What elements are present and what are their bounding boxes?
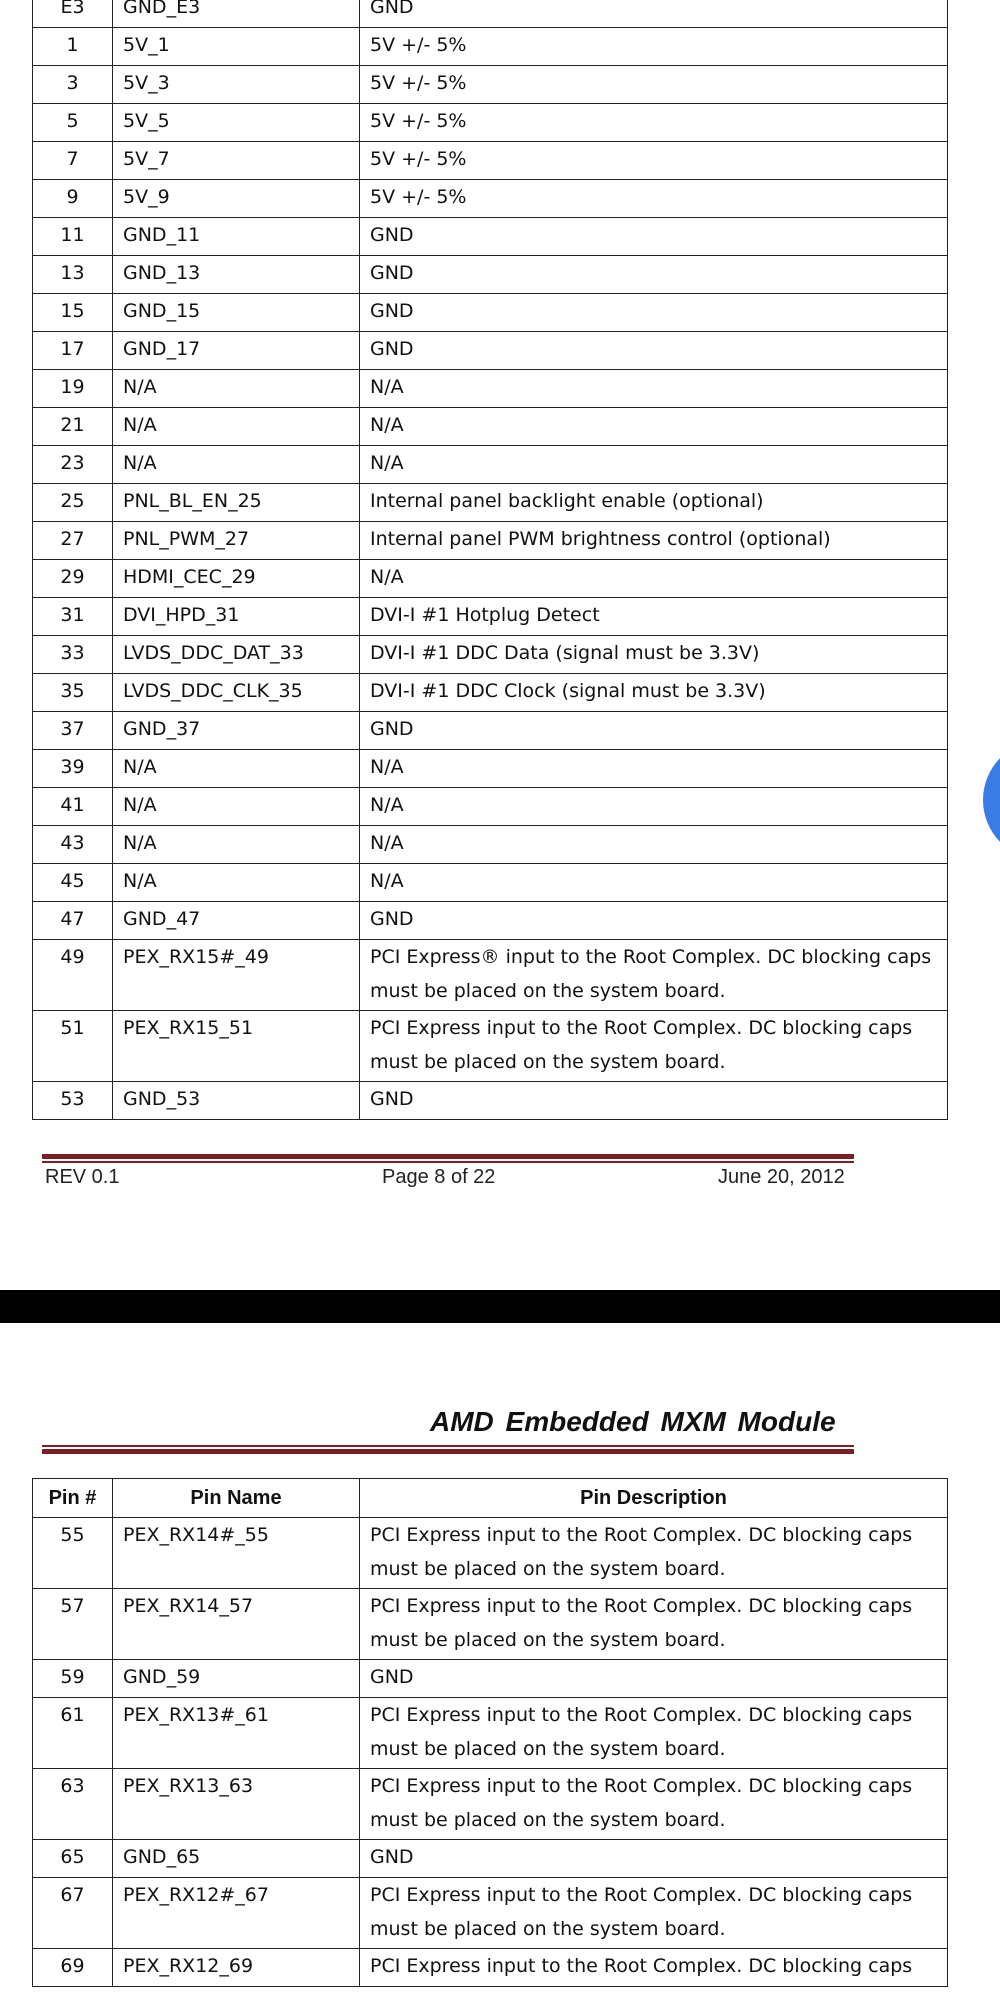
table-row [33, 218, 948, 256]
pin-number-cell: 35 [33, 674, 113, 712]
pin-number-cell: 65 [33, 1840, 113, 1878]
table-row [33, 940, 948, 1011]
pin-number-cell: 25 [33, 484, 113, 522]
table-row [33, 1660, 948, 1698]
pin-name-cell: N/A [113, 864, 360, 902]
pin-number-cell: 63 [33, 1769, 113, 1840]
pin-name-cell: 5V_3 [113, 66, 360, 104]
pin-name-cell: N/A [113, 370, 360, 408]
side-scroll-tab[interactable] [983, 740, 1000, 860]
table-row [33, 1840, 948, 1878]
table-row [33, 0, 948, 28]
table-row [33, 370, 948, 408]
pin-number-cell: 1 [33, 28, 113, 66]
table-row [33, 1518, 948, 1589]
table-header-row [33, 1479, 948, 1518]
pin-number-cell: 39 [33, 750, 113, 788]
column-header-description: Pin Description [360, 1479, 948, 1518]
pin-name-cell: GND_47 [113, 902, 360, 940]
pin-description-cell: PCI Express® input to the Root Complex. DC blocking caps must be placed on the system board. [360, 940, 948, 1011]
pin-description-cell: 5V +/- 5% [360, 28, 948, 66]
pin-description-cell: DVI-I #1 DDC Data (signal must be 3.3V) [360, 636, 948, 674]
pin-description-cell: Internal panel backlight enable (optional) [360, 484, 948, 522]
pin-name-cell: GND_E3 [113, 0, 360, 28]
pin-number-cell: E3 [33, 0, 113, 28]
pin-description-cell: PCI Express input to the Root Complex. DC blocking caps must be placed on the system board. [360, 1698, 948, 1769]
pin-name-cell: HDMI_CEC_29 [113, 560, 360, 598]
pin-number-cell: 15 [33, 294, 113, 332]
pin-description-cell: 5V +/- 5% [360, 142, 948, 180]
pin-description-cell: PCI Express input to the Root Complex. DC blocking caps must be placed on the system board. [360, 1589, 948, 1660]
pin-number-cell: 33 [33, 636, 113, 674]
pin-number-cell: 17 [33, 332, 113, 370]
table-row [33, 66, 948, 104]
table-row [33, 408, 948, 446]
table-row [33, 484, 948, 522]
pin-number-cell: 57 [33, 1589, 113, 1660]
pin-description-cell: N/A [360, 750, 948, 788]
pin-number-cell: 27 [33, 522, 113, 560]
table-row [33, 142, 948, 180]
pin-name-cell: LVDS_DDC_DAT_33 [113, 636, 360, 674]
footer-page-number: Page 8 of 22 [382, 1166, 496, 1188]
table-row [33, 1589, 948, 1660]
table-row [33, 104, 948, 142]
pin-description-cell: DVI-I #1 Hotplug Detect [360, 598, 948, 636]
pin-name-cell: PEX_RX14#_55 [113, 1518, 360, 1589]
pin-description-cell: DVI-I #1 DDC Clock (signal must be 3.3V) [360, 674, 948, 712]
pin-name-cell: PEX_RX12#_67 [113, 1878, 360, 1949]
pin-name-cell: 5V_9 [113, 180, 360, 218]
pin-number-cell: 31 [33, 598, 113, 636]
footer-rule-thin [42, 1161, 854, 1163]
pin-name-cell: PNL_PWM_27 [113, 522, 360, 560]
pin-number-cell: 37 [33, 712, 113, 750]
pin-name-cell: GND_65 [113, 1840, 360, 1878]
pin-number-cell: 3 [33, 66, 113, 104]
page-separator [0, 1290, 1000, 1323]
pin-description-cell: PCI Express input to the Root Complex. DC blocking caps must be placed on the system board. [360, 1769, 948, 1840]
table-row [33, 180, 948, 218]
pin-description-cell: GND [360, 294, 948, 332]
table-row [33, 636, 948, 674]
table-row [33, 294, 948, 332]
pin-number-cell: 45 [33, 864, 113, 902]
pin-name-cell: 5V_5 [113, 104, 360, 142]
pin-name-cell: GND_59 [113, 1660, 360, 1698]
pin-description-cell: N/A [360, 826, 948, 864]
pin-table-bottom-body [33, 1518, 948, 1987]
table-row [33, 750, 948, 788]
pin-number-cell: 47 [33, 902, 113, 940]
pin-number-cell: 23 [33, 446, 113, 484]
pin-description-cell: GND [360, 712, 948, 750]
pin-number-cell: 53 [33, 1082, 113, 1120]
table-row [33, 446, 948, 484]
pin-name-cell: GND_37 [113, 712, 360, 750]
table-row [33, 1698, 948, 1769]
pin-name-cell: PEX_RX15_51 [113, 1011, 360, 1082]
pin-name-cell: N/A [113, 788, 360, 826]
pin-description-cell: N/A [360, 560, 948, 598]
pin-name-cell: 5V_7 [113, 142, 360, 180]
pin-description-cell: N/A [360, 446, 948, 484]
pin-number-cell: 49 [33, 940, 113, 1011]
pin-name-cell: GND_13 [113, 256, 360, 294]
pin-name-cell: LVDS_DDC_CLK_35 [113, 674, 360, 712]
pin-table-top [32, 0, 948, 1120]
table-row [33, 826, 948, 864]
pin-name-cell: GND_15 [113, 294, 360, 332]
pin-description-cell: PCI Express input to the Root Complex. DC blocking caps must be placed on the system board. [360, 1518, 948, 1589]
pin-name-cell: PNL_BL_EN_25 [113, 484, 360, 522]
table-row [33, 28, 948, 66]
pin-number-cell: 21 [33, 408, 113, 446]
pin-number-cell: 55 [33, 1518, 113, 1589]
pin-description-cell: GND [360, 0, 948, 28]
pin-name-cell: PEX_RX15#_49 [113, 940, 360, 1011]
pin-name-cell: DVI_HPD_31 [113, 598, 360, 636]
pin-description-cell: GND [360, 1660, 948, 1698]
pin-name-cell: PEX_RX13#_61 [113, 1698, 360, 1769]
pin-number-cell: 9 [33, 180, 113, 218]
table-row [33, 1082, 948, 1120]
pin-number-cell: 13 [33, 256, 113, 294]
pin-description-cell: GND [360, 332, 948, 370]
table-row [33, 560, 948, 598]
pin-number-cell: 11 [33, 218, 113, 256]
table-row [33, 1949, 948, 1987]
pin-number-cell: 41 [33, 788, 113, 826]
pin-description-cell: 5V +/- 5% [360, 104, 948, 142]
table-row [33, 522, 948, 560]
pin-name-cell: GND_17 [113, 332, 360, 370]
pin-number-cell: 59 [33, 1660, 113, 1698]
pin-description-cell: N/A [360, 408, 948, 446]
table-row [33, 712, 948, 750]
table-row [33, 788, 948, 826]
pin-name-cell: N/A [113, 408, 360, 446]
pin-table-bottom [32, 1478, 948, 1987]
pin-description-cell: PCI Express input to the Root Complex. DC blocking caps [360, 1949, 948, 1987]
table-row [33, 1878, 948, 1949]
pin-number-cell: 19 [33, 370, 113, 408]
pin-number-cell: 29 [33, 560, 113, 598]
pin-description-cell: N/A [360, 788, 948, 826]
pin-description-cell: GND [360, 902, 948, 940]
pin-description-cell: PCI Express input to the Root Complex. DC blocking caps must be placed on the system board. [360, 1878, 948, 1949]
pin-name-cell: PEX_RX12_69 [113, 1949, 360, 1987]
table-row [33, 332, 948, 370]
table-row [33, 1769, 948, 1840]
pin-name-cell: PEX_RX14_57 [113, 1589, 360, 1660]
pin-number-cell: 69 [33, 1949, 113, 1987]
pin-description-cell: Internal panel PWM brightness control (optional) [360, 522, 948, 560]
pin-description-cell: 5V +/- 5% [360, 180, 948, 218]
pin-number-cell: 7 [33, 142, 113, 180]
pin-number-cell: 51 [33, 1011, 113, 1082]
column-header-name: Pin Name [113, 1479, 360, 1518]
pin-description-cell: PCI Express input to the Root Complex. DC blocking caps must be placed on the system board. [360, 1011, 948, 1082]
pin-number-cell: 61 [33, 1698, 113, 1769]
pin-description-cell: GND [360, 1840, 948, 1878]
table-row [33, 598, 948, 636]
pin-number-cell: 43 [33, 826, 113, 864]
pin-name-cell: GND_11 [113, 218, 360, 256]
pin-name-cell: PEX_RX13_63 [113, 1769, 360, 1840]
pin-number-cell: 67 [33, 1878, 113, 1949]
pin-name-cell: 5V_1 [113, 28, 360, 66]
table-row [33, 1011, 948, 1082]
pin-name-cell: GND_53 [113, 1082, 360, 1120]
footer-revision: REV 0.1 [45, 1166, 120, 1188]
column-header-pin: Pin # [33, 1479, 113, 1518]
pin-description-cell: N/A [360, 864, 948, 902]
pin-description-cell: 5V +/- 5% [360, 66, 948, 104]
pin-table-top-body [33, 0, 948, 1120]
pin-name-cell: N/A [113, 446, 360, 484]
pin-name-cell: N/A [113, 826, 360, 864]
header-rule-thin [42, 1445, 854, 1447]
table-row [33, 864, 948, 902]
page-header-title: AMD Embedded MXM Module [430, 1406, 836, 1437]
pin-description-cell: GND [360, 1082, 948, 1120]
footer-date: June 20, 2012 [718, 1166, 845, 1188]
pin-number-cell: 5 [33, 104, 113, 142]
pin-description-cell: GND [360, 256, 948, 294]
header-rule-thick [42, 1449, 854, 1454]
pin-description-cell: GND [360, 218, 948, 256]
footer-rule-thick [42, 1154, 854, 1159]
pin-description-cell: N/A [360, 370, 948, 408]
pin-name-cell: N/A [113, 750, 360, 788]
table-row [33, 674, 948, 712]
table-row [33, 256, 948, 294]
table-row [33, 902, 948, 940]
